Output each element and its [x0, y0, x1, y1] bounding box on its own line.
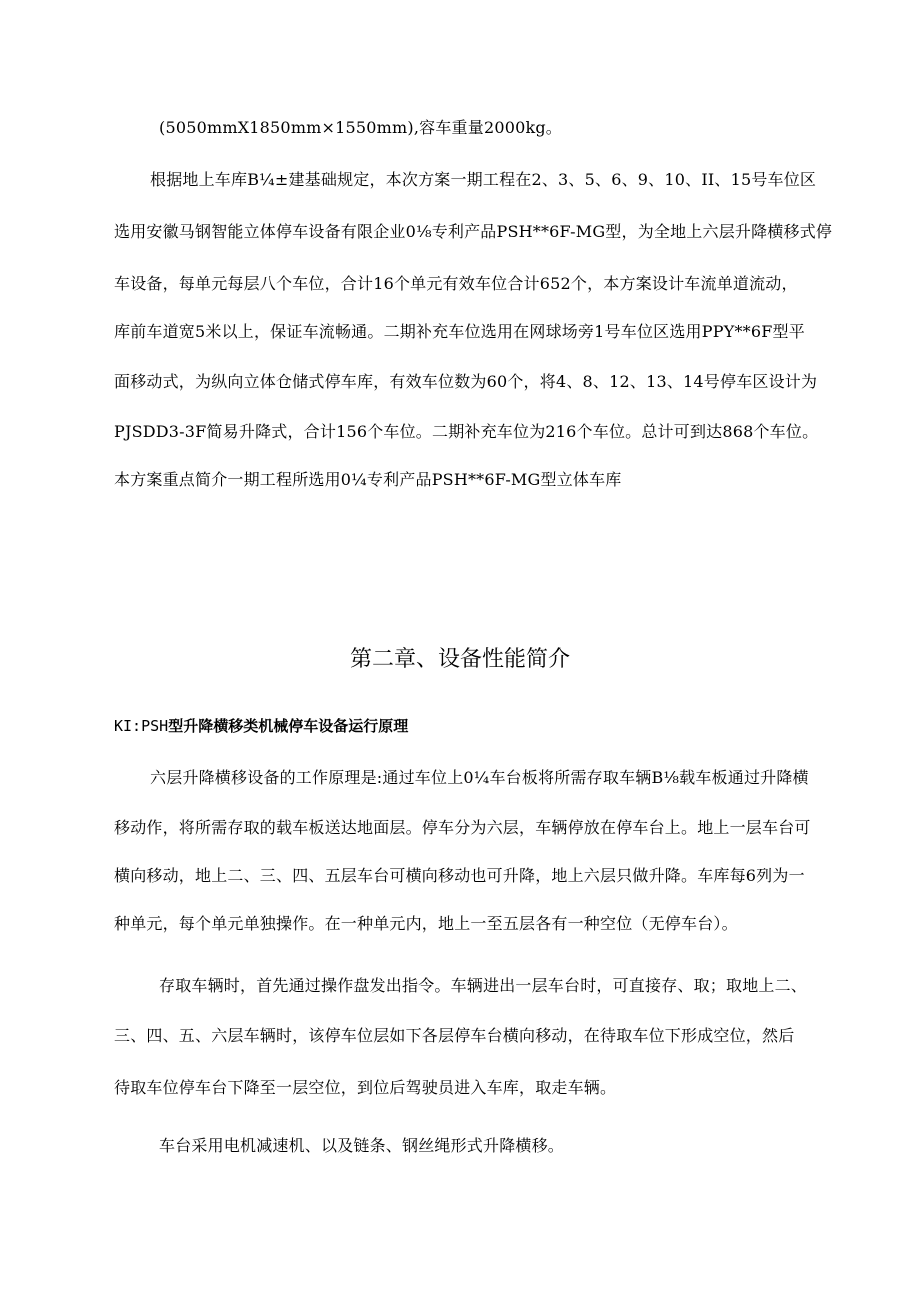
intro-line-8: 本方案重点简介一期工程所选用0¼专利产品PSH**6F-MG型立体车库 — [114, 470, 622, 489]
intro-line-2: 根据地上车库B¼±建基础规定，本次方案一期工程在2、3、5、6、9、10、II、15号车位区 — [150, 170, 817, 189]
intro-line-7: PJSDD3-3F简易升降式，合计156个车位。二期补充车位为216个车位。总计可到达868个车位。 — [114, 422, 819, 441]
intro-line-5: 库前车道宽5米以上，保证车流畅通。二期补充车位选用在网球场旁1号车位区选用PPY**6F型平 — [114, 322, 805, 341]
para1-line-3: 横向移动，地上二、三、四、五层车台可横向移动也可升降，地上六层只做升降。车库每6列为一 — [114, 866, 805, 885]
para1-line-4: 种单元，每个单元单独操作。在一种单元内，地上一至五层各有一种空位（无停车台）。 — [114, 914, 738, 933]
para1-line-1: 六层升降横移设备的工作原理是:通过车位上0¼车台板将所需存取车辆B⅛载车板通过升降横 — [150, 768, 809, 787]
section-heading — [114, 716, 408, 736]
intro-line-4: 车设备，每单元每层八个车位，合计16个单元有效车位合计652个，本方案设计车流单道流动， — [114, 274, 798, 293]
chapter-title: 第二章、设备性能简介 — [349, 647, 570, 672]
para3-line-1: 车台采用电机减速机、以及链条、钢丝绳形式升降横移。 — [159, 1136, 565, 1155]
para1-line-2: 移动作，将所需存取的载车板送达地面层。停车分为六层，车辆停放在停车台上。地上一层车台可 — [114, 818, 811, 837]
para2-line-1: 存取车辆时，首先通过操作盘发出指令。车辆进出一层车台时，可直接存、取；取地上二、 — [159, 976, 808, 995]
para2-line-3: 待取车位停车台下降至一层空位，到位后驾驶员进入车库，取走车辆。 — [114, 1078, 617, 1097]
section-heading-main: 型升降横移类机械停车设备运行原理 — [168, 717, 409, 735]
section-heading-prefix: KI:PSH — [114, 717, 169, 735]
intro-line-1: (5050mmX1850mm×1550mm),容车重量2000kg。 — [159, 118, 563, 137]
intro-line-3: 选用安徽马钢智能立体停车设备有限企业0⅛专利产品PSH**6F-MG型，为全地上六层升降横移式停 — [114, 222, 833, 241]
para2-line-2: 三、四、五、六层车辆时，该停车位层如下各层停车台横向移动，在待取车位下形成空位，然后 — [114, 1026, 795, 1045]
intro-line-6: 面移动式，为纵向立体仓储式停车库，有效车位数为60个，将4、8、12、13、14号停车区设计为 — [114, 372, 818, 391]
